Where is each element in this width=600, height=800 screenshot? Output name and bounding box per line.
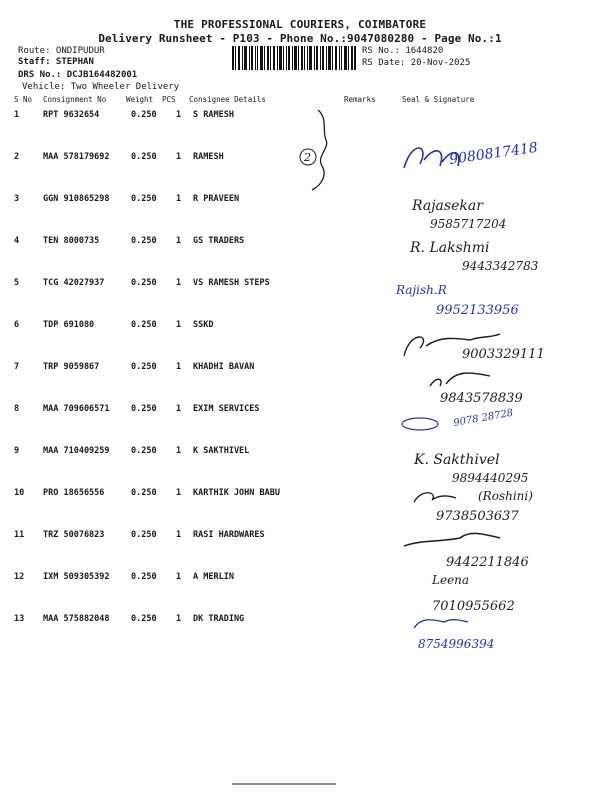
cell-weight: 0.250 <box>131 278 157 288</box>
row10-signature <box>414 493 456 502</box>
cell-weight: 0.250 <box>131 446 157 456</box>
cell-consignment-no: TRZ 50076823 <box>43 530 105 540</box>
cell-consignment-no: TDP 691080 <box>43 320 95 330</box>
col-header-seal: Seal & Signature <box>402 95 475 104</box>
row11-signature <box>404 533 500 546</box>
rs-number: RS No.: 1644820 <box>362 46 444 56</box>
row7-phone: 9843578839 <box>440 391 523 406</box>
cell-sno: 9 <box>14 446 20 456</box>
rs-date: RS Date: 20-Nov-2025 <box>362 58 471 68</box>
staff-label: Staff: STEPHAN <box>18 57 94 67</box>
cell-consignee: RASI HARDWARES <box>193 530 265 540</box>
cell-consignee: VS RAMESH STEPS <box>193 278 270 288</box>
runsheet-subtitle: Delivery Runsheet - P103 - Phone No.:9047080280 - Page No.:1 <box>98 32 502 45</box>
row5-name: Rajish.R <box>396 283 447 297</box>
row13-phone-2: 8754996394 <box>418 637 495 651</box>
cell-consignment-no: MAA 575882048 <box>43 614 110 624</box>
cell-sno: 1 <box>14 110 20 120</box>
cell-sno: 7 <box>14 362 20 372</box>
cell-sno: 4 <box>14 236 20 246</box>
cell-consignment-no: MAA 578179692 <box>43 152 110 162</box>
col-header-pcs: PCS <box>162 95 176 104</box>
row4-name: R. Lakshmi <box>410 240 490 256</box>
row13-signature <box>414 620 468 628</box>
cell-pcs: 1 <box>176 110 182 120</box>
row3-name: Rajasekar <box>412 198 483 214</box>
cell-consignee: KARTHIK JOHN BABU <box>193 488 280 498</box>
row8-signature <box>402 418 438 430</box>
cell-pcs: 1 <box>176 488 182 498</box>
cell-consignee: EXIM SERVICES <box>193 404 260 414</box>
cell-sno: 3 <box>14 194 20 204</box>
cell-consignee: S RAMESH <box>193 110 234 120</box>
curly-bracket-mark <box>312 110 327 190</box>
row3-phone: 9585717204 <box>430 217 507 231</box>
row2-phone: 9080817418 <box>448 139 539 168</box>
cell-consignment-no: GGN 910865298 <box>43 194 110 204</box>
row10-name: (Roshini) <box>478 489 533 503</box>
col-header-weight: Weight <box>126 95 154 104</box>
cell-consignee: DK TRADING <box>193 614 245 624</box>
cell-weight: 0.250 <box>131 530 157 540</box>
cell-consignment-no: IXM 509305392 <box>43 572 110 582</box>
cell-pcs: 1 <box>176 572 182 582</box>
cell-weight: 0.250 <box>131 110 157 120</box>
cell-consignment-no: TEN 8000735 <box>43 236 100 246</box>
cell-sno: 10 <box>14 488 25 498</box>
company-title: THE PROFESSIONAL COURIERS, COIMBATORE <box>173 18 427 31</box>
col-header-consignment: Consignment No <box>43 95 107 104</box>
cell-consignee: SSKD <box>193 320 214 330</box>
cell-sno: 11 <box>14 530 25 540</box>
drs-number: DRS No.: DCJB164482001 <box>18 70 138 80</box>
cell-weight: 0.250 <box>131 320 157 330</box>
col-header-sno: S No <box>14 95 33 104</box>
vehicle-label: Vehicle: Two Wheeler Delivery <box>22 82 180 92</box>
cell-sno: 6 <box>14 320 20 330</box>
cell-sno: 5 <box>14 278 20 288</box>
cell-consignee: A MERLIN <box>193 572 234 582</box>
cell-weight: 0.250 <box>131 236 157 246</box>
cell-pcs: 1 <box>176 278 182 288</box>
cell-consignment-no: RPT 9632654 <box>43 110 100 120</box>
col-header-remarks: Remarks <box>344 95 376 104</box>
row9-name: K. Sakthivel <box>414 452 500 468</box>
cell-consignment-no: PRO 18656556 <box>43 488 105 498</box>
cell-pcs: 1 <box>176 614 182 624</box>
row4-phone: 9443342783 <box>462 259 539 273</box>
row9-phone: 9894440295 <box>452 471 529 485</box>
cell-consignee: KHADHI BAVAN <box>193 362 255 372</box>
cell-weight: 0.250 <box>131 614 157 624</box>
row7-signature <box>430 373 490 386</box>
cell-consignment-no: TRP 9059867 <box>43 362 100 372</box>
cell-pcs: 1 <box>176 404 182 414</box>
row5-phone: 9952133956 <box>436 303 519 318</box>
cell-pcs: 1 <box>176 362 182 372</box>
cell-pcs: 1 <box>176 152 182 162</box>
cell-weight: 0.250 <box>131 362 157 372</box>
cell-sno: 8 <box>14 404 20 414</box>
cell-weight: 0.250 <box>131 404 157 414</box>
cell-weight: 0.250 <box>131 194 157 204</box>
row10-phone: 9738503637 <box>436 509 519 524</box>
row2-circled-number: 2 <box>304 151 311 164</box>
cell-consignee: GS TRADERS <box>193 236 245 246</box>
cell-pcs: 1 <box>176 320 182 330</box>
cell-consignment-no: TCG 42027937 <box>43 278 105 288</box>
col-header-consignee: Consignee Details <box>189 95 266 104</box>
cell-consignee: RAMESH <box>193 152 224 162</box>
row13-phone-1: 7010955662 <box>432 599 515 614</box>
cell-pcs: 1 <box>176 446 182 456</box>
row8-phone: 9078 28728 <box>452 407 515 429</box>
cell-consignment-no: MAA 710409259 <box>43 446 110 456</box>
cell-pcs: 1 <box>176 530 182 540</box>
cell-sno: 13 <box>14 614 25 624</box>
cell-pcs: 1 <box>176 194 182 204</box>
cell-weight: 0.250 <box>131 488 157 498</box>
row12-phone: 9442211846 <box>446 555 529 570</box>
cell-weight: 0.250 <box>131 572 157 582</box>
cell-weight: 0.250 <box>131 152 157 162</box>
row12-name: Leena <box>432 573 470 587</box>
cell-sno: 12 <box>14 572 25 582</box>
cell-consignment-no: MAA 709606571 <box>43 404 110 414</box>
route-label: Route: ONDIPUDUR <box>18 46 105 56</box>
cell-consignee: K SAKTHIVEL <box>193 446 250 456</box>
cell-consignee: R PRAVEEN <box>193 194 240 204</box>
row6-phone: 9003329111 <box>462 347 545 362</box>
cell-pcs: 1 <box>176 236 182 246</box>
cell-sno: 2 <box>14 152 20 162</box>
